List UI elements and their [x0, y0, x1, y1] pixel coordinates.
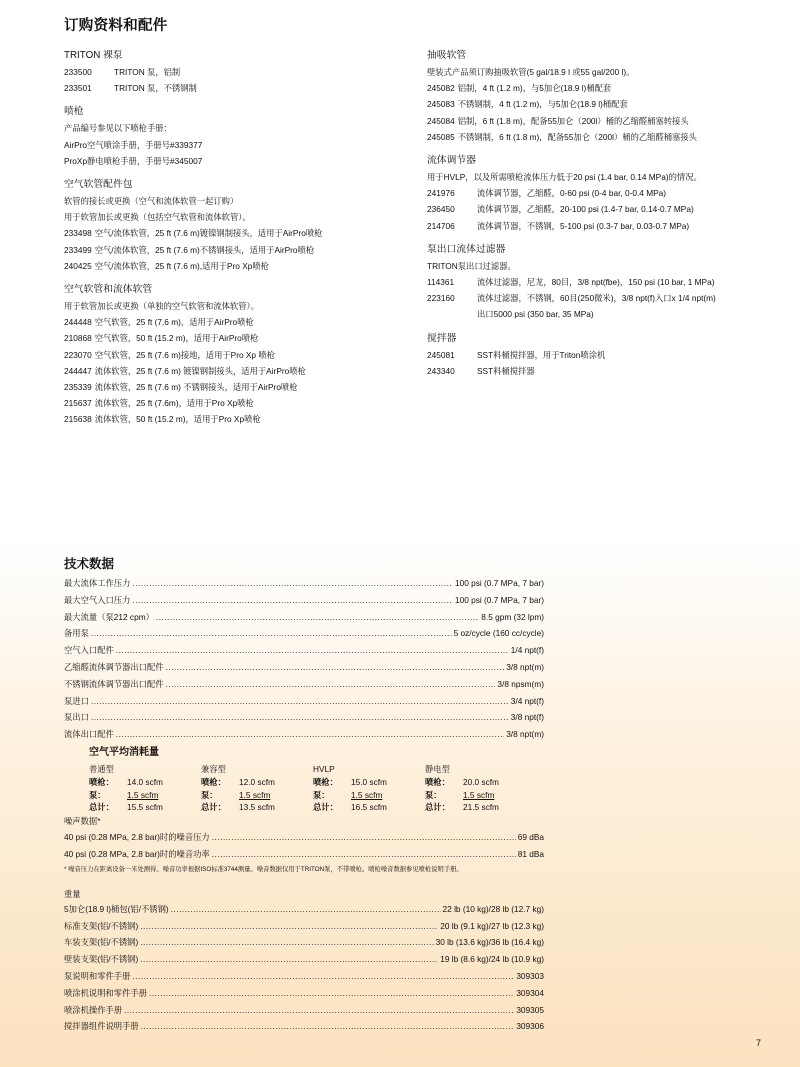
list-item: 223070 空气软管，25 ft (7.6 m)接地，适用于Pro Xp 喷枪 [64, 349, 275, 360]
list-item: 233501 TRITON 泵，不锈钢制 [64, 83, 197, 94]
air-consumption [64, 745, 544, 761]
air-column: HVLP 喷枪： 15.0 scfm 泵： 1.5 scfm 总计： 16.5 scfm [313, 763, 387, 813]
manual-row: 搅拌器组件说明手册 ..... 309306 [64, 1018, 544, 1035]
text-line: 用于软管加长或更换（包括空气软管和流体软管）。 [64, 212, 251, 223]
list-item: 210868 空气软管，50 ft (15.2 m)，适用于AirPro喷枪 [64, 333, 259, 344]
weight-row: 车装支架(铝/不锈钢) ..... 30 lb (13.6 kg)/36 lb (16.4 kg) [64, 934, 544, 951]
list-item: 245082 铝制，4 ft (1.2 m)，与5加仑(18.9 l)桶配套 [427, 83, 612, 94]
section-heading: 空气软管配件包 [64, 179, 133, 191]
list-item: 233500 TRITON 泵，铝制 [64, 67, 181, 77]
text-line: 壁装式产品须订购抽吸软管(5 gal/18.9 l 或55 gal/200 l)。 [427, 67, 635, 77]
manual-row: 喷涂机操作手册 ..... 309305 [64, 1002, 544, 1019]
air-column: 兼容型 喷枪： 12.0 scfm 泵： 1.5 scfm 总计： 13.5 scfm [201, 763, 275, 813]
text-line: TRITON泵出口过滤器。 [427, 260, 516, 271]
technical-data [64, 555, 544, 1035]
page-number: 7 [756, 1038, 762, 1048]
section-heading: 抽吸软管 [427, 50, 467, 61]
section-agitator [427, 331, 772, 379]
air-consumption-table [64, 763, 544, 814]
list-item: 233499 空气/流体软管，25 ft (7.6 m)不锈钢接头，适用于AirPro喷枪 [64, 244, 315, 255]
spec-row: 泵出口 ..... 3/8 npt(f) [64, 709, 544, 726]
list-item: 215637 流体软管，25 ft (7.6m)，适用于Pro Xp喷枪 [64, 398, 254, 409]
list-item: 245081 SST料桶搅拌器，用于Triton喷涂机 [427, 349, 606, 360]
spec-row: 最大空气入口压力 ..... 100 psi (0.7 MPa, 7 bar) [64, 592, 544, 609]
list-item: 244447 流体软管，25 ft (7.6 m) 镀镍钢制接头，适用于AirPro喷枪 [64, 365, 306, 376]
section-triton-pump [64, 48, 414, 96]
left-column [64, 48, 414, 436]
text-line: 用于软管加长或更换（单独的空气软管和流体软管）。 [64, 301, 259, 312]
section-fluid-regulator [427, 153, 772, 234]
spec-row: 泵进口 ..... 3/4 npt(f) [64, 693, 544, 710]
right-column [427, 48, 772, 387]
section-air-fluid-hoses [64, 282, 414, 428]
air-column: 静电型 喷枪： 20.0 scfm 泵： 1.5 scfm 总计： 21.5 scfm [425, 763, 499, 813]
spec-row: 不锈钢流体调节器出口配件 ..... 3/8 npsm(m) [64, 676, 544, 693]
page-title: 订购资料和配件 [64, 18, 168, 34]
list-item: 223160 流体过滤器，不锈钢，60目(250微米)，3/8 npt(f)入口x 1/4 npt(m) [427, 293, 716, 304]
spec-row: 最大流量（泵212 cpm） ..... 8.5 gpm (32 lpm) [64, 609, 544, 626]
noise-footnote: * 噪音压力在距离设备一米处测得。噪音功率根据ISO标准3744测量。噪音数据仅用于TRITON泵，不带喷枪。喷枪噪音数据参见喷枪说明手册。 [64, 865, 463, 873]
text-line: 软管的接长或更换（空气和流体软管一起订购） [64, 196, 239, 207]
manual-row: 喷涂机说明和零件手册 ..... 309304 [64, 985, 544, 1002]
list-item: 233498 空气/流体软管，25 ft (7.6 m)镀镍钢制接头，适用于AirPro喷枪 [64, 228, 323, 239]
section-heading: 空气软管和流体软管 [64, 284, 153, 296]
list-item: 245083 不锈钢制，4 ft (1.2 m)，与5加仑(18.9 l)桶配套 [427, 99, 628, 110]
weight-row: 壁装支架(铝/不锈钢) ..... 19 lb (8.6 kg)/24 lb (10.9 kg) [64, 951, 544, 968]
section-outlet-filter [427, 242, 772, 323]
tech-title: 技术数据 [64, 557, 115, 571]
noise-title: 噪声数据* [64, 816, 101, 827]
weight-title: 重量 [64, 888, 81, 899]
section-heading: TRITON 裸泵 [64, 50, 123, 61]
spec-row: 最大流体工作压力 ..... 100 psi (0.7 MPa, 7 bar) [64, 575, 544, 592]
text-line: ProXp静电喷枪手册，手册号#345007 [64, 155, 203, 166]
list-item: 214706 流体调节器，不锈钢，5-100 psi (0.3-7 bar, 0.03-0.7 MPa) [427, 220, 690, 231]
weight-row: 5加仑(18.9 l)桶包(铝/不锈钢) ..... 22 lb (10 kg)/28 lb (12.7 kg) [64, 901, 544, 918]
section-heading: 喷枪 [64, 106, 84, 118]
manual-row: 泵说明和零件手册 ..... 309303 [64, 968, 544, 985]
list-item: 243340 SST料桶搅拌器 [427, 365, 535, 376]
list-item: 114361 流体过滤器，尼龙，80目，3/8 npt(fbe)，150 psi (10 bar, 1 MPa) [427, 277, 715, 288]
list-item: 215638 流体软管，50 ft (15.2 m)，适用于Pro Xp喷枪 [64, 414, 261, 425]
list-item-continuation: 出口5000 psi (350 bar, 35 MPa) [477, 309, 594, 320]
list-item: 236450 流体调节器，乙缩醛，20-100 psi (1.4-7 bar, 0.14-0.7 MPa) [427, 204, 694, 215]
weight-row: 标准支架(铝/不锈钢) ..... 20 lb (9.1 kg)/27 lb (12.3 kg) [64, 918, 544, 935]
list-item: 244448 空气软管，25 ft (7.6 m)，适用于AirPro喷枪 [64, 317, 254, 328]
spec-row: 备用泵 ..... 5 oz/cycle (160 cc/cycle) [64, 625, 544, 642]
section-heading: 泵出口流体过滤器 [427, 243, 506, 255]
spec-row: 流体出口配件 ..... 3/8 npt(m) [64, 726, 544, 743]
air-consumption-title: 空气平均消耗量 [89, 746, 159, 758]
section-heading: 搅拌器 [427, 332, 457, 344]
text-line: 产品编号参见以下喷枪手册： [64, 123, 172, 134]
text-line: 用于HVLP，以及所需喷枪流体压力低于20 psi (1.4 bar, 0.14 MPa)的情况。 [427, 172, 702, 183]
text-line: AirPro空气喷涂手册，手册号#339377 [64, 139, 203, 150]
noise-row: 40 psi (0.28 MPa, 2.8 bar)时的噪音压力 ..... 69 dBa [64, 829, 544, 846]
air-column: 普通型 喷枪： 14.0 scfm 泵： 1.5 scfm 总计： 15.5 scfm [89, 763, 163, 813]
list-item: 240425 空气/流体软管，25 ft (7.6 m),适用于Pro Xp喷枪 [64, 260, 269, 271]
list-item: 235339 流体软管，25 ft (7.6 m) 不锈钢接头，适用于AirPro喷枪 [64, 382, 298, 393]
list-item: 245085 不锈钢制，6 ft (1.8 m)，配备55加仑（200l）桶的乙缩醛桶塞接头 [427, 131, 697, 142]
noise-row: 40 psi (0.28 MPa, 2.8 bar)时的噪音功率 ..... 81 dBa [64, 846, 544, 863]
section-suction-hose [427, 48, 772, 145]
spec-row: 空气入口配件 ..... 1/4 npt(f) [64, 642, 544, 659]
section-air-hose-kit [64, 177, 414, 274]
list-item: 245084 铝制，6 ft (1.8 m)，配备55加仑（200l）桶的乙缩醛桶塞转接头 [427, 115, 689, 126]
section-spray-gun [64, 104, 414, 169]
section-heading: 流体调节器 [427, 155, 476, 167]
spec-row: 乙缩醛流体调节器出口配件 ..... 3/8 npt(m) [64, 659, 544, 676]
list-item: 241976 流体调节器，乙缩醛，0-60 psi (0-4 bar, 0-0.4 MPa) [427, 188, 667, 199]
